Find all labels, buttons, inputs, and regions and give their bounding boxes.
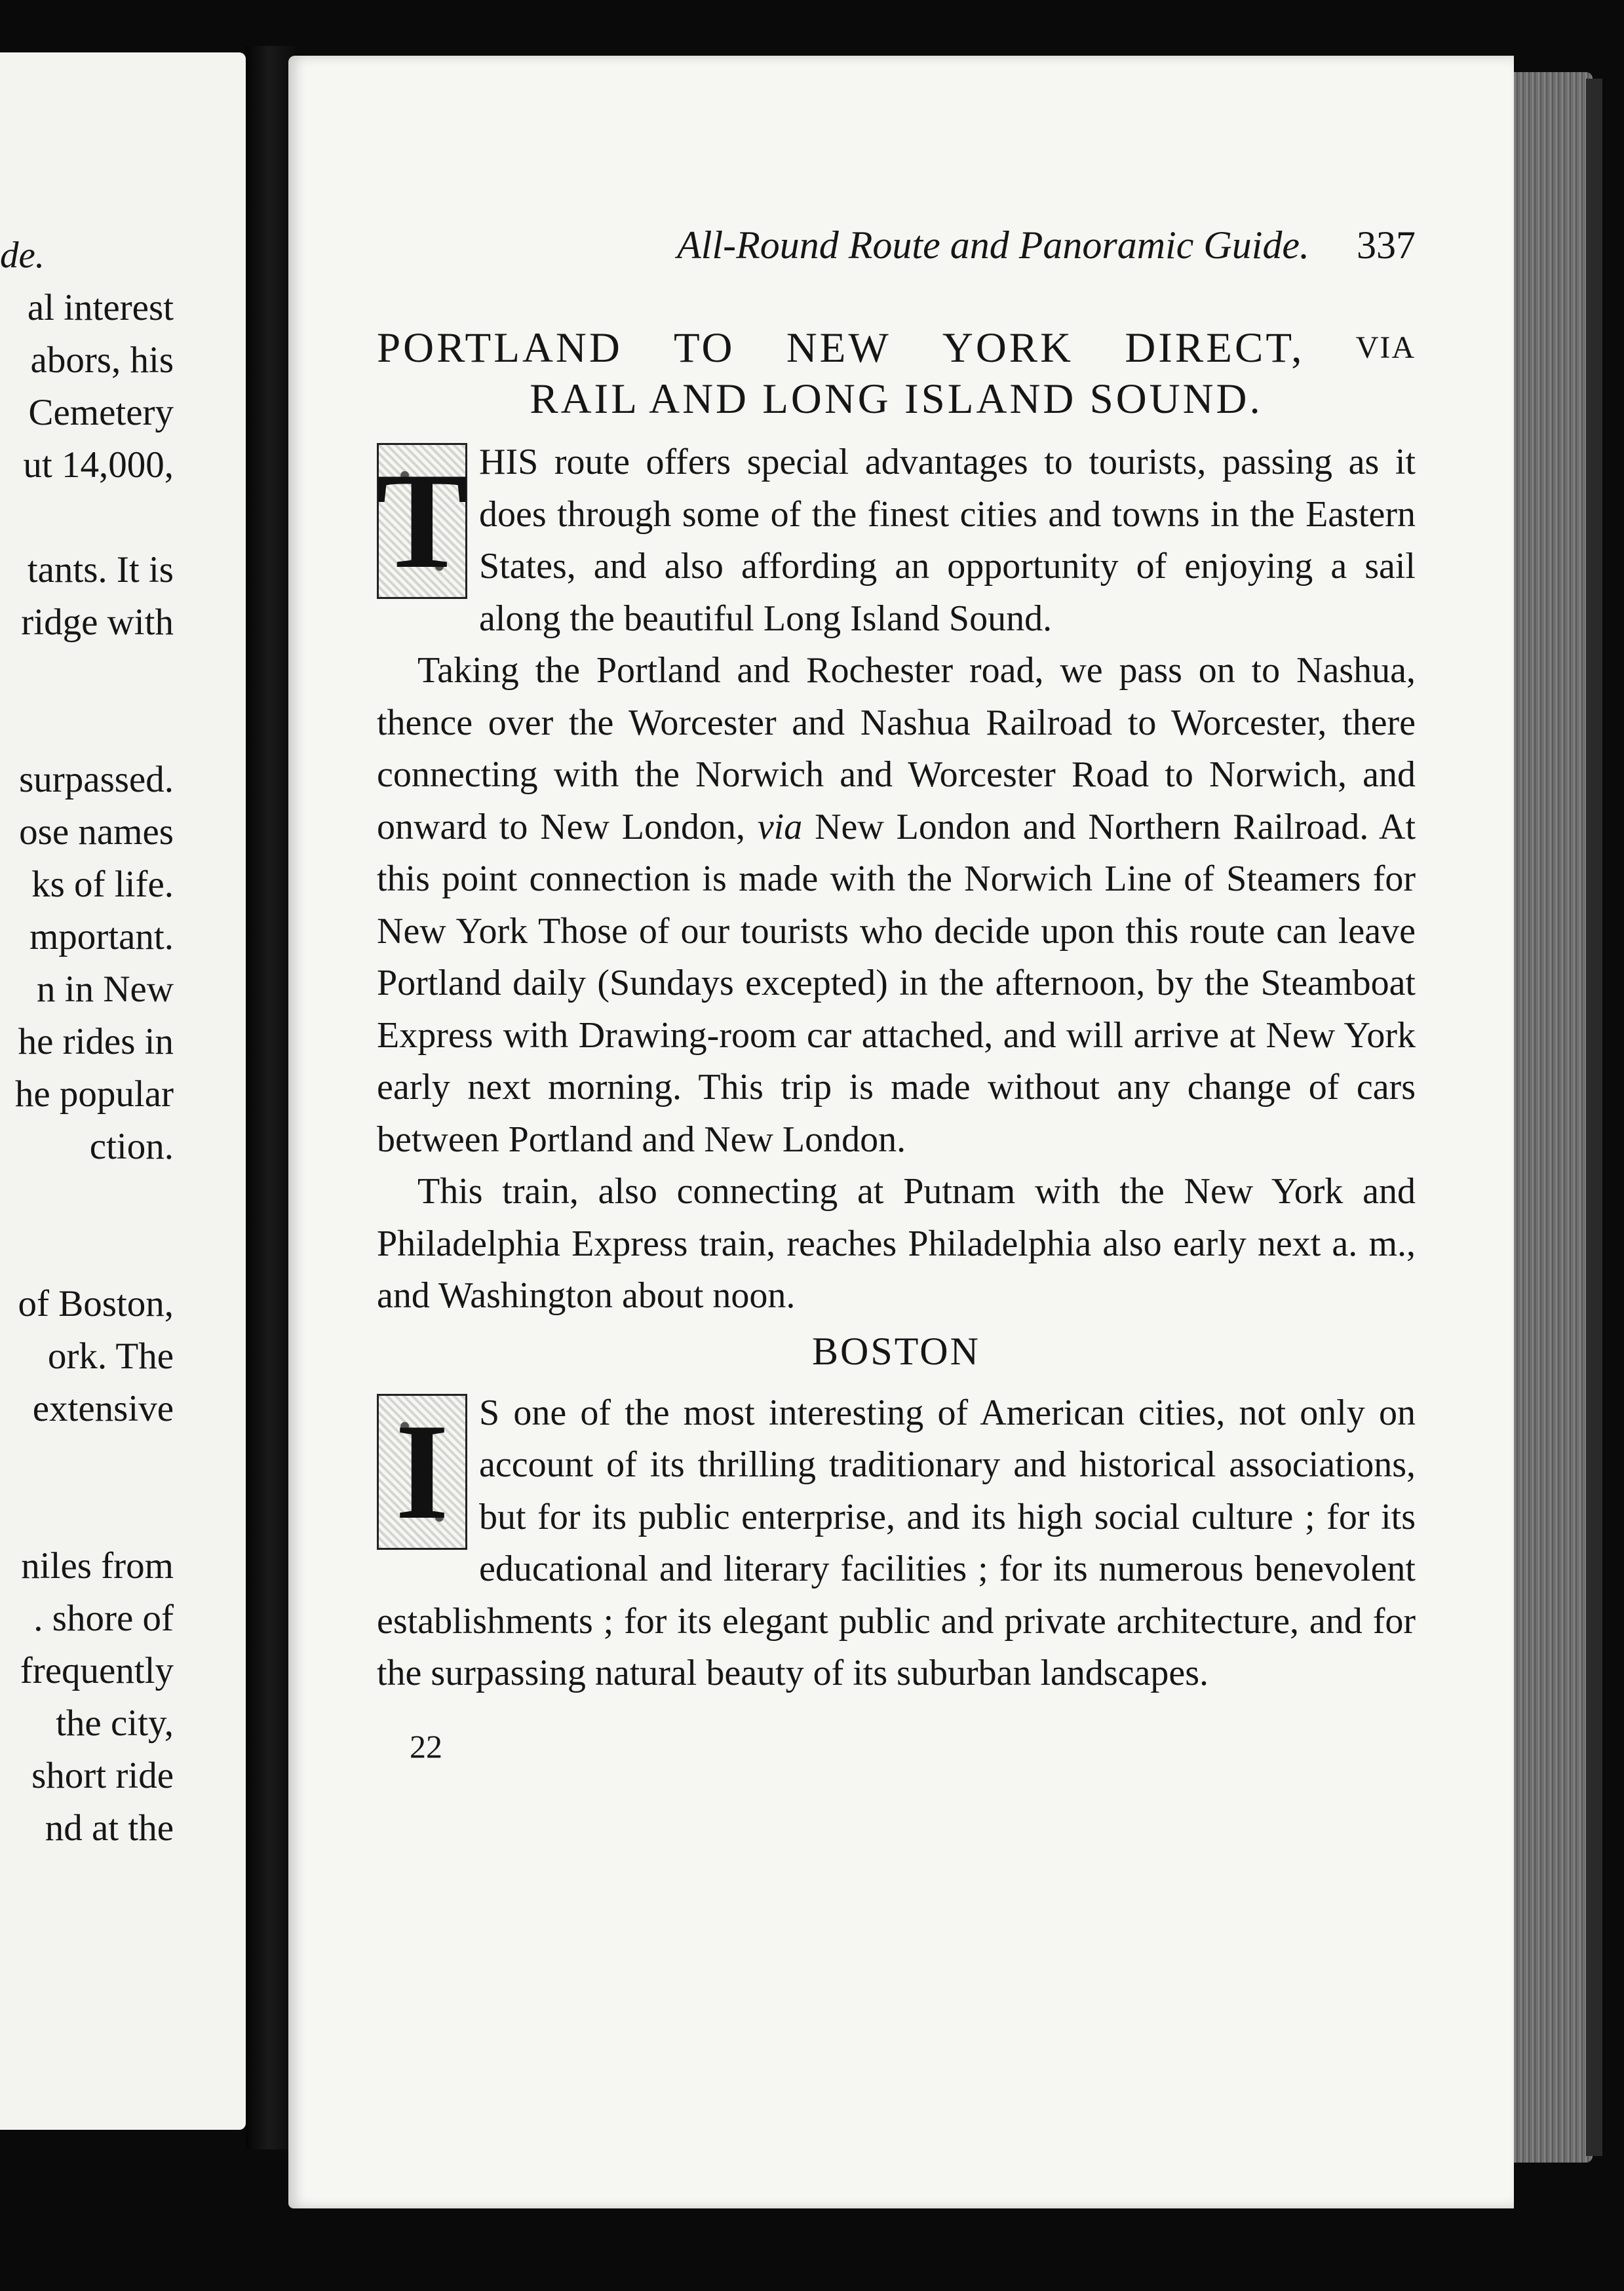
heading-word: PORTLAND [377, 324, 623, 372]
left-page-line: he rides in [18, 1021, 174, 1062]
left-page-line: Cemetery [28, 392, 174, 433]
left-page-line: n in New [37, 969, 174, 1010]
left-page-line: ridge with [21, 602, 174, 643]
drop-cap-ornament [376, 443, 469, 599]
left-page-line: niles from [21, 1545, 174, 1587]
left-page-line: short ride [31, 1755, 174, 1796]
paragraph-text: S one of the most interesting of American cities, not only on account of its thrilling traditionary and historical associations, but for its public enterprise, and its high social culture ; for its educational and literary facilities ; for its numerous benevolent establishments ; for its elegant public and private architecture, and for the surpassing natural beauty of its suburban landscapes. [377, 1392, 1416, 1693]
paragraph-text: Taking the Portland and Rochester road, we pass on to Nashua, thence over the Worcester and Nashua Railroad to Worcester, there connecting with the Norwich and Worcester Road to Norwich, and onward to New London, [377, 650, 1416, 847]
heading-word: YORK [942, 324, 1074, 372]
heading-word: NEW [786, 324, 891, 372]
left-page-line: ork. The [47, 1336, 174, 1377]
running-head-title: All-Round Route and Panoramic Guide. [677, 223, 1309, 267]
heading-via: VIA [1355, 330, 1416, 365]
paragraph [377, 645, 1416, 1166]
page-number: 337 [1357, 223, 1416, 267]
paragraph: This train, also connecting at Putnam with the New York and Philadelphia Express train, reaches Philadelphia also early next a. m., and Washington about noon. [377, 1171, 1416, 1316]
running-head [377, 223, 1416, 282]
left-page-line: nd at the [45, 1807, 174, 1849]
paragraph [377, 1387, 1416, 1700]
left-page-line: al interest [27, 287, 174, 328]
drop-cap-letter: T [377, 443, 467, 599]
section-heading-line1 [377, 322, 1416, 374]
left-page-line: de. [0, 235, 45, 276]
left-page-line: abors, his [30, 339, 174, 381]
left-page-line: the city, [56, 1703, 174, 1744]
left-page-line: he popular [14, 1073, 174, 1115]
signature-mark: 22 [410, 1727, 442, 1765]
heading-word: TO [674, 324, 735, 372]
left-page-line: mportant. [29, 916, 174, 957]
left-page-line: extensive [32, 1388, 174, 1429]
drop-cap-ornament [377, 1394, 463, 1550]
left-page-line: ction. [89, 1126, 174, 1167]
page-stack-edge [1507, 72, 1593, 2163]
drop-cap-letter: I [377, 1394, 467, 1550]
paragraph [377, 436, 1416, 645]
section-heading-portland [377, 322, 1416, 425]
left-facing-page [0, 52, 246, 2130]
left-page-line: . shore of [33, 1598, 174, 1639]
paragraph-text: HIS route offers special advantages to tourists, passing as it does through some of the finest cities and towns in the Eastern States, and also affording an opportunity of enjoying a sail along the beautiful Long Island Sound. [479, 442, 1416, 639]
left-page-line: frequently [20, 1650, 174, 1691]
right-page-content [377, 223, 1416, 1765]
left-page-line: ose names [19, 811, 174, 853]
section-body-boston [377, 1387, 1416, 1700]
left-page-line: ut 14,000, [23, 444, 174, 486]
section-heading-boston: BOSTON [812, 1329, 980, 1373]
page-stack-shadow [1586, 79, 1602, 2156]
left-page-line: ks of life. [31, 864, 174, 905]
left-page-line: surpassed. [19, 759, 174, 800]
paragraph-text: New London and Northern Railroad. At this point connection is made with the Norwich Line of Steamers for New York Those of our tourists who decide upon this route can leave Portland daily (Sundays excepted) in the afternoon, by the Steamboat Express with Drawing-room car attached, and will arrive at New York early next morning. This trip is made without any change of cars between Portland and New London. [377, 806, 1416, 1160]
left-page-line: tants. It is [27, 549, 174, 590]
heading-word: DIRECT, [1125, 324, 1305, 372]
italic-word: via [757, 806, 803, 847]
section-body-portland [377, 436, 1416, 1322]
section-heading-line2: RAIL AND LONG ISLAND SOUND. [530, 375, 1263, 423]
left-page-line: of Boston, [18, 1283, 174, 1324]
